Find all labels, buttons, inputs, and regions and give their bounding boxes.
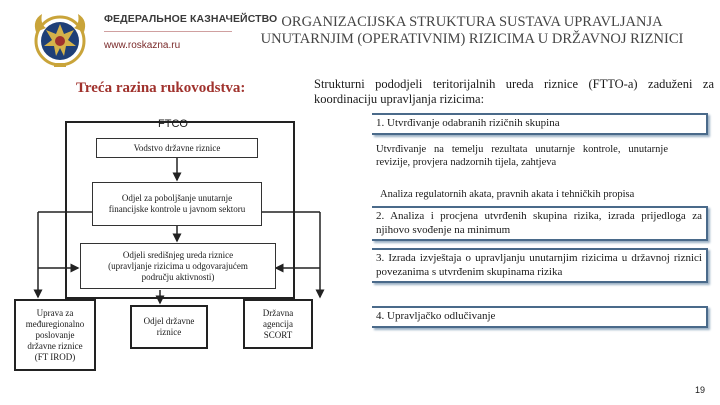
improvement-department-box [92,182,262,226]
management-level-subtitle: Treća razina rukovodstva: [76,80,246,96]
interregional-label-line-3: poslovanje [35,329,75,340]
improvement-label-line-2: financijske kontrole u javnom sektoru [108,204,246,214]
agency-label-line-1: Državna [262,307,294,318]
step-4: 4. Upravljačko odlučivanje [372,306,708,328]
org-name: ФЕДЕРАЛЬНОЕ КАЗНАЧЕЙСТВО [104,13,278,25]
step-1: 1. Utvrđivanje odabranih rizičnih skupina [372,113,708,135]
step-2: 2. Analiza i procjena utvrđenih skupina rizika, izrada prijedloga za njihovo svođenje na minimum [372,206,708,241]
central-label-line-1: Odjeli središnjeg ureda riznice [122,249,234,260]
interregional-label-line-2: međuregionalno [25,318,85,329]
leadership-box [96,138,258,158]
central-label-line-3: području aktivnosti) [141,271,215,282]
agency-label-line-2: agencija [263,318,293,329]
page-number: 19 [694,385,705,395]
ftto-intro-text: Strukturni pododjeli teritorijalnih ureda riznice (FTTO-a) zaduženi za koordinaciju upravljanja rizicima: [314,77,714,106]
interregional-label-line-5: (FT IROD) [34,351,76,362]
title-line-2: UNUTARNJIM (OPERATIVNIM) RIZICIMA U DRŽAVNOJ RIZNICI [260,31,684,47]
treasury-emblem-icon [28,8,92,70]
interregional-administration-box [14,299,96,371]
step-1-note-regulatory: Analiza regulatornih akata, pravnih akata i tehničkih propisa [380,189,635,200]
improvement-label-line-1: Odjel za poboljšanje unutarnje [121,193,233,203]
agency-label-line-3: SCORT [263,329,293,340]
central-label-line-2: (upravljanje rizicima u odgovarajućem [108,260,248,271]
ftco-label: FTCO [158,118,188,130]
title-line-1: ORGANIZACIJSKA STRUKTURA SUSTAVA UPRAVLJANJA [281,14,663,30]
central-office-departments-box [80,243,276,289]
dept-label-line-1: Odjel državne [143,316,195,326]
state-agency-scort-box [243,299,313,349]
treasury-department-box [130,305,208,349]
org-website: www.roskazna.ru [104,40,181,51]
interregional-label-line-4: državne riznice [27,340,83,351]
leadership-label: Vodstvo državne riznice [133,142,221,153]
step-1-note: Utvrđivanje na temelju rezultata unutarnje kontrole, unutarnje revizije, provjera nadzornih tijela, zahtjeva [376,144,668,168]
org-divider [104,31,232,32]
step-3: 3. Izrada izvještaja o upravljanju unutarnjim rizicima u državnoj riznici povezanima s utvrđenim skupinama rizika [372,248,708,283]
dept-label-line-2: riznice [156,327,182,337]
interregional-label-line-1: Uprava za [36,307,74,318]
slide-title [230,14,714,48]
